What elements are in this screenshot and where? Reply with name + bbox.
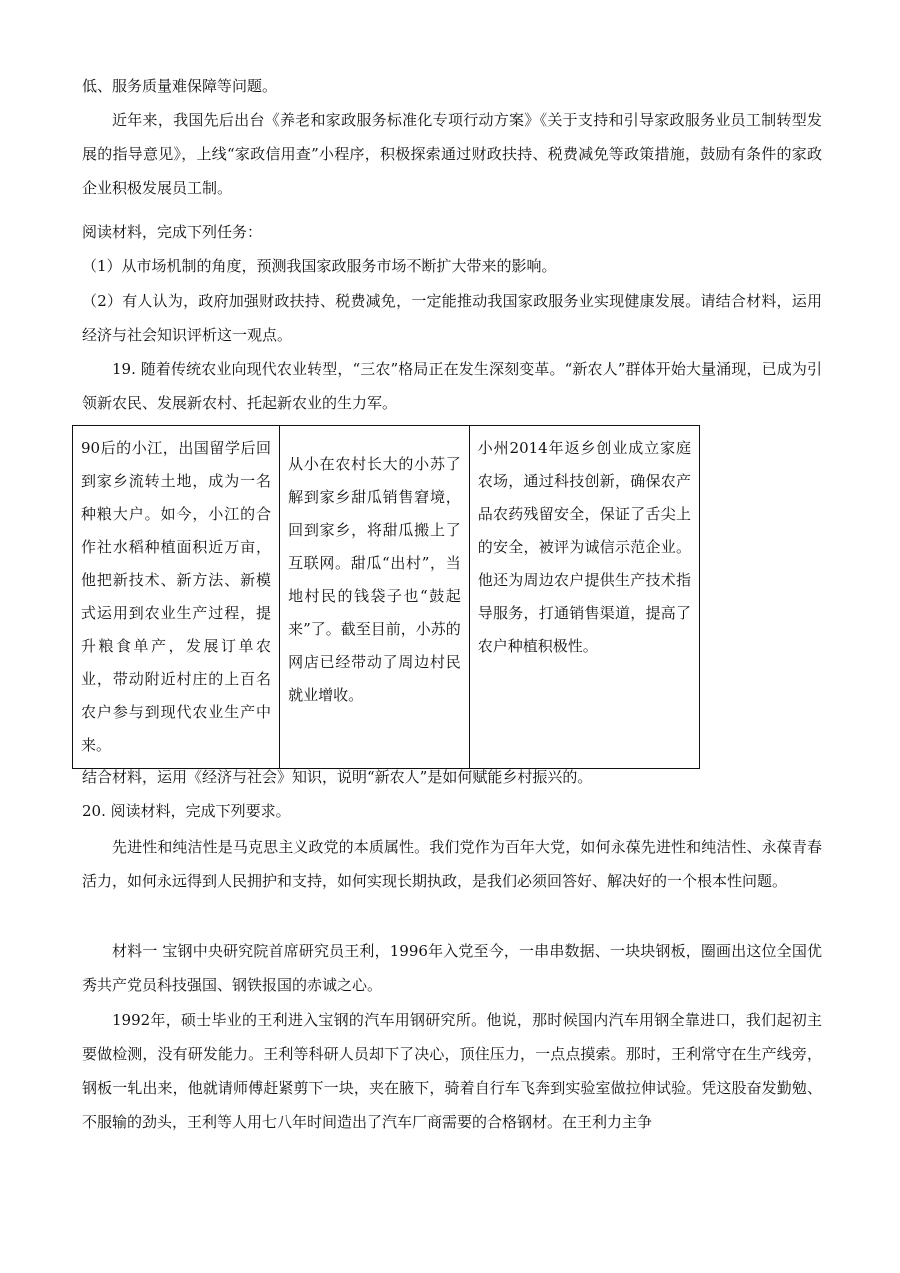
task-instruction: 阅读材料，完成下列任务： [82, 223, 263, 241]
question-20: 20. 阅读材料，完成下列要求。 [82, 802, 291, 820]
case-cell-xiaosu: 从小在农村长大的小苏了解到家乡甜瓜销售窘境，回到家乡，将甜瓜搬上了互联网。甜瓜“出村”，当地村民的钱袋子也“鼓起来”了。截至目前，小苏的网店已经带动了周边村民就业增收。 [280, 426, 470, 769]
paragraph-party-nature: 先进性和纯洁性是马克思主义政党的本质属性。我们党作为百年大党，如何永葆先进性和纯洁性、永葆青春活力，如何永远得到人民拥护和支持，如何实现长期执政，是我们必须回答好、解决好的一个根本性问题。 [82, 838, 822, 890]
material-one: 材料一 宝钢中央研究院首席研究员王利，1996年入党至今，一串串数据、一块块钢板，圈画出这位全国优秀共产党员科技强国、钢铁报国的赤诚之心。 [82, 942, 822, 994]
question-19: 19. 随着传统农业向现代农业转型，“三农”格局正在发生深刻变革。“新农人”群体开始大量涌现，已成为引领新农民、发展新农村、托起新农业的生力军。 [82, 360, 822, 412]
task-item-1: （1）从市场机制的角度，预测我国家政服务市场不断扩大带来的影响。 [82, 257, 557, 275]
paragraph-policy: 近年来，我国先后出台《养老和家政服务标准化专项行动方案》《关于支持和引导家政服务业员工制转型发展的指导意见》，上线“家政信用查”小程序，积极探索通过财政扶持、税费减免等政策措施，鼓励有条件的家政企业积极发展员工制。 [82, 111, 822, 197]
task-item-2: （2）有人认为，政府加强财政扶持、税费减免，一定能推动我国家政服务业实现健康发展。请结合材料，运用经济与社会知识评析这一观点。 [82, 292, 822, 344]
paragraph-continuation: 低、服务质量难保障等问题。 [82, 77, 278, 95]
case-cell-xiaojiang: 90后的小江，出国留学后回到家乡流转土地，成为一名种粮大户。如今，小江的合作社水稻种植面积近万亩，他把新技术、新方法、新模式运用到农业生产过程，提升粮食单产，发展订单农业，带动附近村庄的上百名农户参与到现代农业生产中来。 [73, 426, 280, 769]
question-19-task: 结合材料，运用《经济与社会》知识，说明“新农人”是如何赋能乡村振兴的。 [82, 768, 593, 786]
case-cell-xiaozhou: 小州2014年返乡创业成立家庭农场，通过科技创新，确保农产品农药残留安全，保证了舌尖上的安全，被评为诚信示范企业。他还为周边农户提供生产技术指导服务，打通销售渠道，提高了农户种植积极性。 [469, 426, 699, 769]
case-table [72, 425, 700, 769]
table-row [73, 426, 700, 769]
paragraph-wangli: 1992年，硕士毕业的王利进入宝钢的汽车用钢研究所。他说，那时候国内汽车用钢全靠进口，我们起初主要做检测，没有研发能力。王利等科研人员却下了决心，顶住压力，一点点摸索。那时，王利常守在生产线旁，钢板一轧出来，他就请师傅赶紧剪下一块，夹在腋下，骑着自行车飞奔到实验室做拉伸试验。凭这股奋发勤勉、不服输的劲头，王利等人用七八年时间造出了汽车厂商需要的合格钢材。在王利力主争 [82, 1011, 822, 1131]
